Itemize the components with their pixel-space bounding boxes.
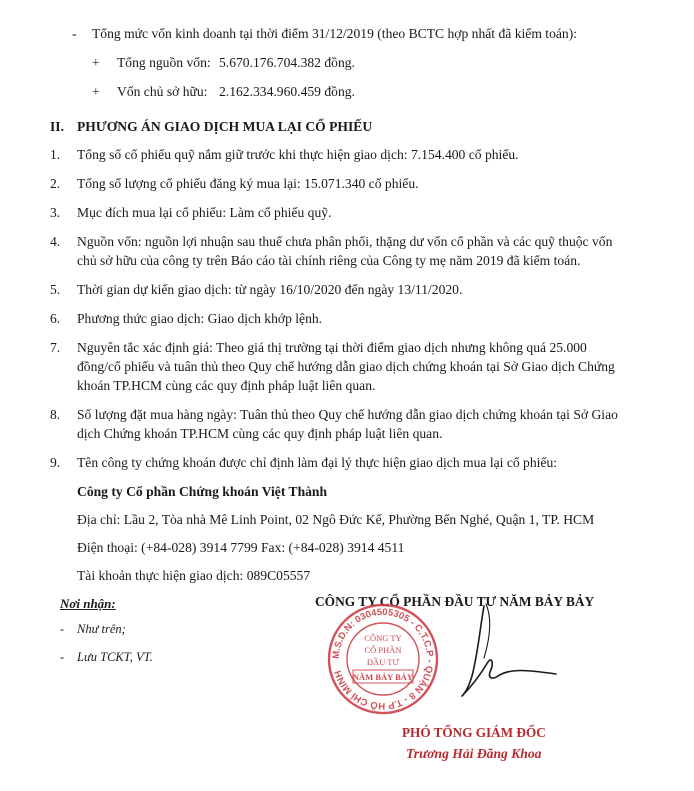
item-6-line-1: Phương thức giao dịch: Giao dịch khớp lệnh. <box>77 311 323 326</box>
item-7-line-3: khoán TP.HCM cùng các quy định pháp luật liên quan. <box>77 378 376 393</box>
item-number-7: 7. <box>50 340 61 355</box>
capital-dash: - <box>72 26 77 41</box>
section-title: PHƯƠNG ÁN GIAO DỊCH MUA LẠI CỔ PHIẾU <box>77 119 373 134</box>
item-4-line-1: Nguồn vốn: nguồn lợi nhuận sau thuế chưa phân phối, thặng dư vốn cổ phần và các quỹ thuộc vốn <box>77 234 613 249</box>
broker-account: Tài khoản thực hiện giao dịch: 089C05557 <box>77 568 311 583</box>
item-number-8: 8. <box>50 407 61 422</box>
broker-phone: Điện thoại: (+84-028) 3914 7799 Fax: (+84-028) 3914 4511 <box>77 540 405 555</box>
capital-value-total: 5.670.176.704.382 đồng. <box>219 55 355 70</box>
seal-outer-text: M.S.D.N: 0304505305 - C.T.C.P - QUẬN 8 - T.P HỒ CHÍ MINH <box>330 606 436 712</box>
item-1-line-1: Tổng số cổ phiếu quỹ nắm giữ trước khi thực hiện giao dịch: 7.154.400 cổ phiếu. <box>77 147 519 162</box>
seal-inner-line-4: NĂM BẢY BẢY <box>352 672 414 682</box>
capital-value-equity: 2.162.334.960.459 đồng. <box>219 84 355 99</box>
handwritten-signature <box>432 598 562 708</box>
broker-address: Địa chỉ: Lầu 2, Tòa nhà Mê Linh Point, 02 Ngô Đức Kế, Phường Bến Nghé, Quận 1, TP. HCM <box>77 512 595 527</box>
item-number-2: 2. <box>50 176 61 191</box>
signatory-position: PHÓ TỔNG GIÁM ĐỐC <box>402 725 546 740</box>
item-9-line-1: Tên công ty chứng khoán được chỉ định làm đại lý thực hiện giao dịch mua lại cổ phiếu: <box>77 455 558 470</box>
capital-bullet-2: + <box>92 84 100 99</box>
capital-label-equity: Vốn chủ sở hữu: <box>117 84 208 99</box>
capital-label-total: Tổng nguồn vốn: <box>117 55 211 70</box>
seal-inner-line-3: ĐẦU TƯ <box>366 657 400 667</box>
capital-heading: Tổng mức vốn kinh doanh tại thời điểm 31/12/2019 (theo BCTC hợp nhất đã kiểm toán): <box>92 26 578 41</box>
item-number-1: 1. <box>50 147 61 162</box>
recipients-dash-2: - <box>60 650 65 664</box>
item-4-line-2: chủ sở hữu của công ty trên Báo cáo tài chính riêng của Công ty mẹ năm 2019 đã kiểm toán. <box>77 253 581 268</box>
signatory-company: CÔNG TY CỔ PHẦN ĐẦU TƯ NĂM BẢY BẢY <box>315 594 595 609</box>
recipient-item-1: Như trên; <box>77 622 126 636</box>
seal-inner-line-1: CÔNG TY <box>364 633 402 643</box>
item-2-line-1: Tổng số lượng cổ phiếu đăng ký mua lại: 15.071.340 cổ phiếu. <box>77 176 419 191</box>
item-number-9: 9. <box>50 455 61 470</box>
recipient-item-2: Lưu TCKT, VT. <box>77 650 153 664</box>
item-number-4: 4. <box>50 234 61 249</box>
recipients-dash-1: - <box>60 622 65 636</box>
item-number-5: 5. <box>50 282 61 297</box>
item-8-line-1: Số lượng đặt mua hàng ngày: Tuân thủ theo Quy chế hướng dẫn giao dịch chứng khoán tại Sở Giao <box>77 407 618 422</box>
item-number-3: 3. <box>50 205 61 220</box>
item-7-line-2: đồng/cổ phiếu và tuân thủ theo Quy chế hướng dẫn giao dịch chứng khoán tại Sở Giao dịch Chứng <box>77 359 615 374</box>
item-8-line-2: dịch Chứng khoán TP.HCM cùng các quy định pháp luật liên quan. <box>77 426 443 441</box>
section-numeral: II. <box>50 119 64 134</box>
recipients-title: Nơi nhận: <box>60 596 116 611</box>
item-number-6: 6. <box>50 311 61 326</box>
item-7-line-1: Nguyên tắc xác định giá: Theo giá thị trường tại thời điểm giao dịch nhưng không quá 25.000 <box>77 340 587 355</box>
item-5-line-1: Thời gian dự kiến giao dịch: từ ngày 16/10/2020 đến ngày 13/11/2020. <box>77 282 463 297</box>
seal-inner-line-2: CỔ PHẦN <box>364 645 402 655</box>
signatory-name: Trương Hải Đăng Khoa <box>406 746 542 761</box>
item-3-line-1: Mục đích mua lại cổ phiếu: Làm cổ phiếu quỹ. <box>77 205 332 220</box>
broker-name: Công ty Cổ phần Chứng khoán Việt Thành <box>77 484 328 499</box>
capital-bullet-1: + <box>92 55 100 70</box>
company-seal <box>327 603 439 715</box>
